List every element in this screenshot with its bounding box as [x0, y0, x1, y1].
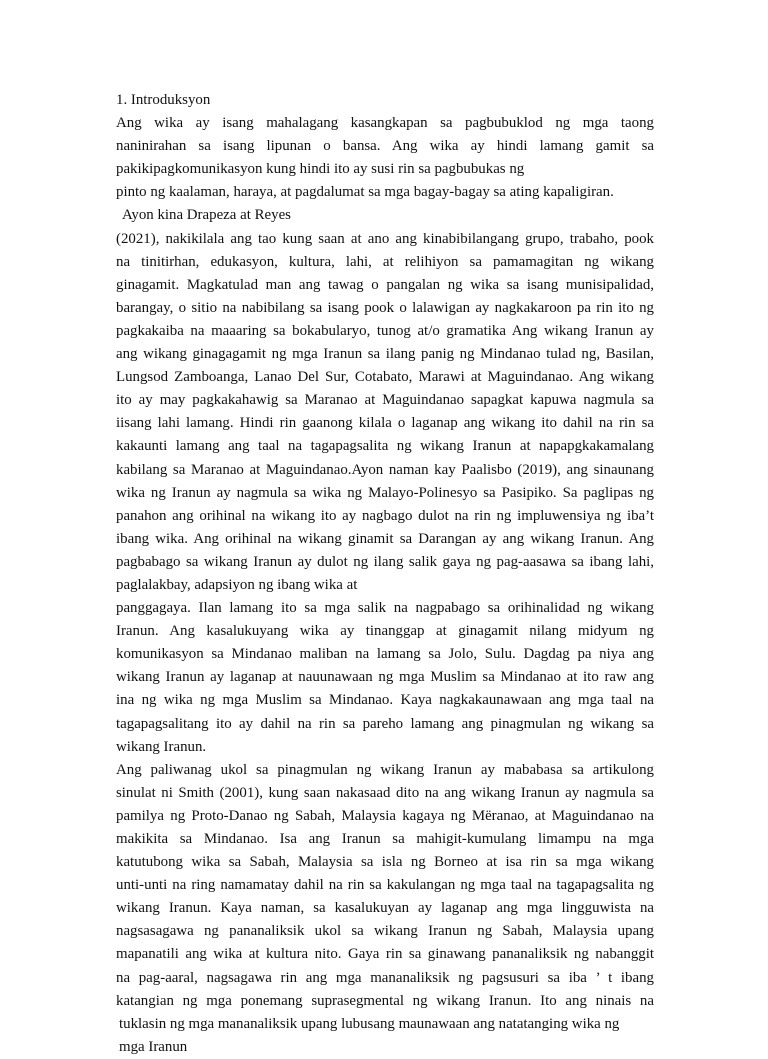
- text-line: Ang wika ay isang mahalagang kasangkapan sa pagbubuklod ng mga taong: [116, 115, 654, 132]
- text-line: (2021), nakikilala ang tao kung saan at ano ang kinabibilangang grupo, trabaho, pook: [116, 230, 654, 247]
- text-line: makikita sa Mindanao. Isa ang Iranun sa mahigit-kumulang limampu na mga: [116, 831, 654, 847]
- section-heading: 1. Introduksyon: [116, 92, 211, 108]
- text-line: Iranun. Ang kasalukuyang wika ay tinanggap at ginagamit nilang midyum ng: [116, 623, 654, 640]
- text-line: ito ay may pagkakahawig sa Maranao at Maguindanao sapagkat kapuwa nagmula sa: [116, 392, 654, 409]
- text-line: tuklasin ng mga mananaliksik upang lubusang maunawaan ang natatanging wika ng: [119, 1015, 620, 1032]
- text-line: Ayon kina Drapeza at Reyes: [122, 207, 291, 224]
- text-line: naninirahan sa isang lipunan o bansa. Ang wika ay hindi lamang gamit sa: [116, 138, 654, 155]
- text-line: nagsasagawa ng pananaliksik ukol sa wikang Iranun ng Sabah, Malaysia upang: [116, 923, 654, 940]
- text-line: Ang paliwanag ukol sa pinagmulan ng wikang Iranun ay mababasa sa artikulong: [116, 761, 654, 778]
- text-line: ginagamit. Magkatulad man ang tawag o pangalan ng wika sa isang munisipalidad,: [116, 276, 654, 293]
- text-line: sinulat ni Smith (2001), kung saan nakasaad dito na ang wikang Iranun ay nagmula sa: [116, 784, 654, 801]
- text-line: komunikasyon sa Mindanao maliban na lamang sa Jolo, Sulu. Dagdag pa niya ang: [116, 646, 654, 663]
- text-line: mga Iranun: [119, 1038, 188, 1055]
- text-line: kakaunti lamang ang taal na tagapagsalita ng wikang Iranun at napapgkakamalang: [116, 438, 654, 455]
- text-line: barangay, o sitio na nabibilang sa isang pook o lalawigan ay nagkakaroon pa rin ito ng: [116, 299, 654, 316]
- text-line: katangian ng mga ponemang suprasegmental ng wikang Iranun. Ito ang ninais na: [116, 992, 654, 1009]
- text-line: wikang Iranun. Kaya naman, sa kasalukuyan ay laganap ang mga lingguwista na: [116, 900, 654, 917]
- text-line: iisang lahi lamang. Hindi rin gaanong kilala o laganap ang wikang ito dahil na rin sa: [116, 415, 654, 432]
- text-line: wika ng Iranun ay nagmula sa wika ng Malayo-Polinesyo sa Pasipiko. Sa paglipas ng: [116, 484, 654, 501]
- text-line: na tinitirhan, edukasyon, kultura, lahi, at relihiyon sa pamamagitan ng wikang: [116, 253, 654, 270]
- text-line: tagapagsalitang ito ay dahil na rin sa pareho lamang ang pinagmulan ng wikang sa: [116, 715, 654, 732]
- text-line: pamilya ng Proto-Danao ng Sabah, Malaysia kagaya ng Mëranao, at Maguindanao na: [116, 807, 654, 824]
- text-line: pagkakaiba na maaaring sa bokabularyo, tunog at/o gramatika Ang wikang Iranun ay: [116, 322, 654, 339]
- text-line: ang wikang ginagagamit ng mga Iranun sa ilang panig ng Mindanao tulad ng, Basilan,: [116, 346, 654, 363]
- text-line: wikang Iranun.: [116, 738, 207, 755]
- text-line: kabilang sa Maranao at Maguindanao.Ayon naman kay Paalisbo (2019), ang sinaunang: [116, 461, 654, 478]
- text-line: pagbabago sa wikang Iranun ay dulot ng ilang salik gaya ng pag-aasawa sa ibang lahi,: [116, 553, 654, 570]
- text-line: na pag-aaral, nagsagawa rin ang mga mananaliksik ng pagsusuri sa iba ’ t ibang: [116, 969, 654, 986]
- text-line: paglalakbay, adapsiyon ng ibang wika at: [116, 576, 358, 593]
- text-line: mapanatili ang wika at kultura nito. Gaya rin sa ginawang pananaliksik ng nabanggit: [116, 946, 654, 963]
- text-line: pinto ng kaalaman, haraya, at pagdalumat sa mga bagay-bagay sa ating kapaligiran.: [116, 184, 614, 201]
- text-line: ibang wika. Ang orihinal na wikang ginamit sa Darangan ay ang wikang Iranun. Ang: [116, 530, 654, 547]
- text-line: Lungsod Zamboanga, Lanao Del Sur, Cotabato, Marawi at Maguindanao. Ang wikang: [116, 369, 654, 386]
- text-line: unti-unti na ring namamatay dahil na rin sa kakulangan ng mga taal na tagapagsalita ng: [116, 877, 654, 894]
- text-line: ina ng wika ng mga Muslim sa Mindanao. Kaya nagkakaunawaan ang mga taal na: [116, 692, 654, 709]
- document-body: [116, 112, 654, 1059]
- text-line: panahon ang orihinal na wikang ito ay nagbago dulot na rin ng impluwensiya ng iba’t: [116, 507, 654, 524]
- text-line: pakikipagkomunikasyon kung hindi ito ay susi rin sa pagbubukas ng: [116, 161, 525, 178]
- text-line: katutubong wika sa Sabah, Malaysia sa isla ng Borneo at isa rin sa mga wikang: [116, 854, 654, 871]
- text-line: wikang Iranun ay laganap at nauunawaan ng mga Muslim sa Mindanao at ito raw ang: [116, 669, 654, 686]
- document-page: [116, 89, 654, 1059]
- text-line: panggagaya. Ilan lamang ito sa mga salik na nagpabago sa orihinalidad ng wikang: [116, 600, 654, 617]
